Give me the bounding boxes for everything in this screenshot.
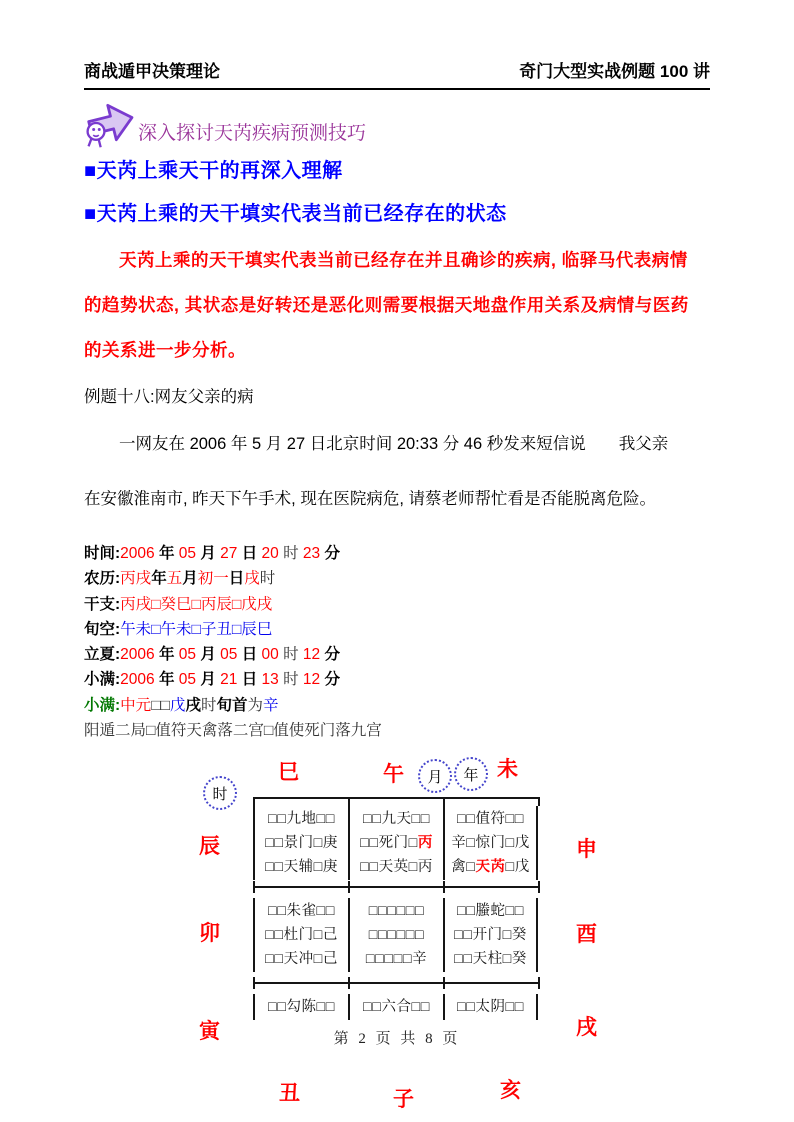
- year-circle: 年: [454, 757, 488, 791]
- red-paragraph-line-1: 天芮上乘的天干填实代表当前已经存在并且确诊的疾病, 临驿马代表病情: [119, 250, 688, 270]
- chart-rule-mid-1: [253, 886, 540, 888]
- chart-cell-line: □□杜门□己: [265, 927, 338, 943]
- section-heading-1: ■天芮上乘天干的再深入理解: [84, 160, 343, 182]
- chart-cell-line: □□六合□□: [362, 999, 431, 1015]
- chart-cell-line: □□值符□□: [456, 811, 525, 827]
- header-left-title: 商战遁甲决策理论: [84, 62, 220, 81]
- intro-title: 深入探讨天芮疾病预测技巧: [138, 123, 367, 144]
- chart-cell: [348, 994, 443, 1020]
- header-rule: [84, 88, 710, 90]
- chart-cell-line: □□天英□丙: [360, 859, 433, 875]
- branch-shen: 申: [576, 838, 597, 861]
- arrow-mascot-icon: [82, 94, 138, 152]
- chart-cell: [443, 806, 538, 880]
- example-title: 例题十八:网友父亲的病: [84, 388, 254, 406]
- chart-cell: [253, 898, 348, 972]
- chart-cell-line: □□九天□□: [362, 811, 431, 827]
- branch-wei: 未: [497, 758, 518, 781]
- branch-zi: 子: [393, 1088, 414, 1111]
- chart-band-1: [253, 806, 538, 880]
- red-paragraph-line-3: 的关系进一步分析。: [84, 340, 246, 360]
- chart-cell: [443, 898, 538, 972]
- hour-circle: 时: [203, 776, 237, 810]
- chart-band-2: [253, 898, 538, 972]
- chart-cell-line: □□开门□癸: [454, 927, 527, 943]
- chart-cell: [443, 994, 538, 1020]
- chart-cell-line: □□太阴□□: [456, 999, 525, 1015]
- chart-cell-line: □□天辅□庚: [265, 859, 338, 875]
- chart-cell-line: □□□□□□: [368, 927, 425, 943]
- section-heading-2: ■天芮上乘的天干填实代表当前已经存在的状态: [84, 203, 507, 225]
- chart-rule-mid-2: [253, 982, 540, 984]
- chart-cell-line: □□九地□□: [267, 811, 336, 827]
- chart-cell-line: □□□□□辛: [365, 951, 428, 967]
- branch-hai: 亥: [500, 1079, 521, 1102]
- info-line-xiaoman: 小满:2006 年 05 月 21 日 13 时 12 分: [84, 671, 340, 689]
- branch-chen: 辰: [199, 835, 220, 858]
- chart-cell-line: □□天冲□己: [265, 951, 338, 967]
- chart-cell: [253, 994, 348, 1020]
- chart-cell-line: 禽□天芮□戊: [451, 859, 530, 875]
- info-line-ganzhi: 干支:丙戌□癸巳□丙辰□戊戌: [84, 595, 273, 613]
- chart-cell: [253, 806, 348, 880]
- branch-si: 巳: [278, 761, 299, 784]
- branch-yin: 寅: [199, 1020, 220, 1043]
- chart-cell-line: □□□□□□: [368, 903, 425, 919]
- branch-wu: 午: [383, 763, 404, 786]
- info-line-yangdun: 阳遁二局□值符天禽落二宫□值使死门落九宫: [84, 722, 382, 740]
- branch-you: 酉: [576, 923, 597, 946]
- chart-band-3: [253, 994, 538, 1020]
- page-footer: 第 2 页 共 8 页: [333, 1031, 461, 1047]
- branch-chou: 丑: [279, 1082, 300, 1105]
- header-right-title: 奇门大型实战例题 100 讲: [519, 62, 710, 81]
- chart-cell-line: □□勾陈□□: [267, 999, 336, 1015]
- info-line-xiaoman-yuan: 小满:中元□□戊戌时旬首为辛: [84, 696, 279, 714]
- chart-cell: [348, 898, 443, 972]
- info-line-nongli: 农历:丙戌年五月初一日戌时: [84, 570, 276, 588]
- branch-mao: 卯: [199, 922, 220, 945]
- red-paragraph-line-2: 的趋势状态, 其状态是好转还是恶化则需要根据天地盘作用关系及病情与医药: [84, 295, 689, 315]
- example-paragraph-line-2: 在安徽淮南市, 昨天下午手术, 现在医院病危, 请蔡老师帮忙看是否能脱离危险。: [84, 490, 657, 508]
- chart-cell-line: 辛□惊门□戊: [451, 835, 530, 851]
- chart-cell-line: □□天柱□癸: [454, 951, 527, 967]
- chart-cell-line: □□螣蛇□□: [456, 903, 525, 919]
- chart-cell: [348, 806, 443, 880]
- example-paragraph-line-1: 一网友在 2006 年 5 月 27 日北京时间 20:33 分 46 秒发来短信说 我父亲: [119, 435, 669, 453]
- chart-cell-line: □□景门□庚: [265, 835, 338, 851]
- chart-rule-top: [253, 797, 540, 799]
- info-line-shijian: 时间:2006 年 05 月 27 日 20 时 23 分: [84, 545, 340, 562]
- chart-cell-line: □□朱雀□□: [267, 903, 336, 919]
- info-line-lixia: 立夏:2006 年 05 月 05 日 00 时 12 分: [84, 646, 340, 664]
- month-circle: 月: [418, 759, 452, 793]
- info-block: [84, 541, 382, 743]
- info-line-xunkong: 旬空:午未□午未□子丑□辰巳: [84, 620, 273, 638]
- branch-xu: 戌: [576, 1016, 597, 1039]
- chart-cell-line: □□死门□丙: [360, 835, 433, 851]
